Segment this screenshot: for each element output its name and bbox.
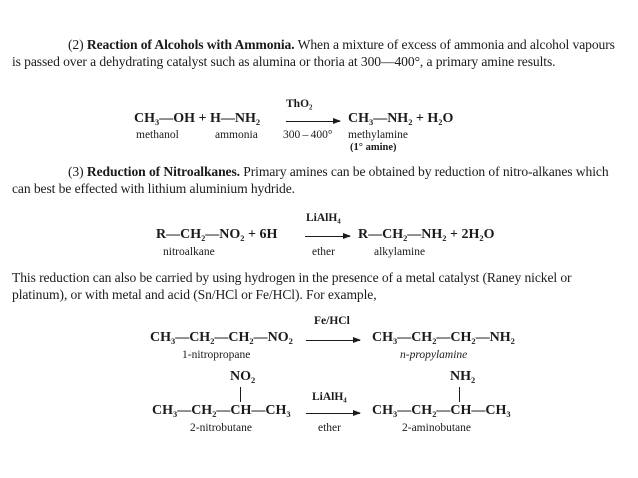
eq2-arrow	[305, 236, 350, 237]
eq4-reactant-substituent: NO₂	[230, 369, 256, 384]
eq1-label-methylamine: methylamine	[348, 129, 409, 141]
eq1-condition: 300 – 400°	[283, 129, 333, 141]
eq4-reactant-bond	[240, 387, 241, 402]
eq4-reactant: CH₃—CH₂—CH—CH₃	[152, 403, 291, 418]
eq2-reactants: R—CH₂—NO₂ + 6H	[156, 227, 278, 242]
eq1-label-methanol: methanol	[136, 129, 179, 141]
eq4-label-2-aminobutane: 2-aminobutane	[402, 422, 471, 434]
eq4-reagent: LiAlH₄	[312, 391, 347, 403]
eq2-label-alkylamine: alkylamine	[374, 246, 426, 258]
eq3-arrow	[306, 340, 360, 341]
eq4-product-bond	[459, 387, 460, 402]
eq3-reactant: CH₃—CH₂—CH₂—NO₂	[150, 330, 293, 345]
section-3-paragraph	[12, 163, 624, 197]
section-3-number: (3)	[68, 164, 84, 179]
eq3-product: CH₃—CH₂—CH₂—NH₂	[372, 330, 515, 345]
eq1-label-ammonia: ammonia	[215, 129, 258, 141]
eq2-solvent: ether	[312, 246, 335, 258]
eq4-product: CH₃—CH₂—CH—CH₃	[372, 403, 511, 418]
section-2-title: Reaction of Alcohols with Ammonia.	[86, 37, 295, 52]
section-3-text: Primary amines can be obtained by reduction of nitro-alkanes which can best be effected with lithium aluminium hydride.	[12, 164, 609, 196]
eq3-label-n-propylamine: n-propylamine	[400, 349, 468, 361]
eq3-label-1-nitropropane: 1-nitropropane	[182, 349, 251, 361]
eq4-arrow	[306, 413, 360, 414]
eq2-products: R—CH₂—NH₂ + 2H₂O	[358, 227, 495, 242]
paragraph-3: This reduction can also be carried by using hydrogen in the presence of a metal catalyst (Raney nickel or platinum), or with metal and acid (Sn/HCl or Fe/HCl). For example,	[12, 270, 572, 302]
eq1-products: CH₃—NH₂ + H₂O	[348, 111, 454, 126]
section-3-title: Reduction of Nitroalkanes.	[86, 164, 240, 179]
section-2-number: (2)	[68, 37, 84, 52]
section-2-text: When a mixture of excess of ammonia and alcohol vapours is passed over a dehydrating catalyst such as alumina or thoria at 300—400°, a primary amine results.	[12, 37, 615, 69]
section-2-paragraph	[12, 36, 624, 70]
eq1-catalyst: ThO₂	[286, 98, 313, 110]
eq3-reagent: Fe/HCl	[314, 315, 350, 327]
eq4-label-2-nitrobutane: 2-nitrobutane	[190, 422, 252, 434]
eq4-solvent: ether	[318, 422, 341, 434]
eq1-label-amine-class: (1° amine)	[350, 142, 397, 153]
eq1-arrow	[286, 121, 340, 122]
eq1-reactants: CH₃—OH + H—NH₂	[134, 111, 261, 126]
eq4-product-substituent: NH₂	[450, 369, 476, 384]
eq2-reagent: LiAlH₄	[306, 212, 341, 224]
eq2-label-nitroalkane: nitroalkane	[163, 246, 215, 258]
